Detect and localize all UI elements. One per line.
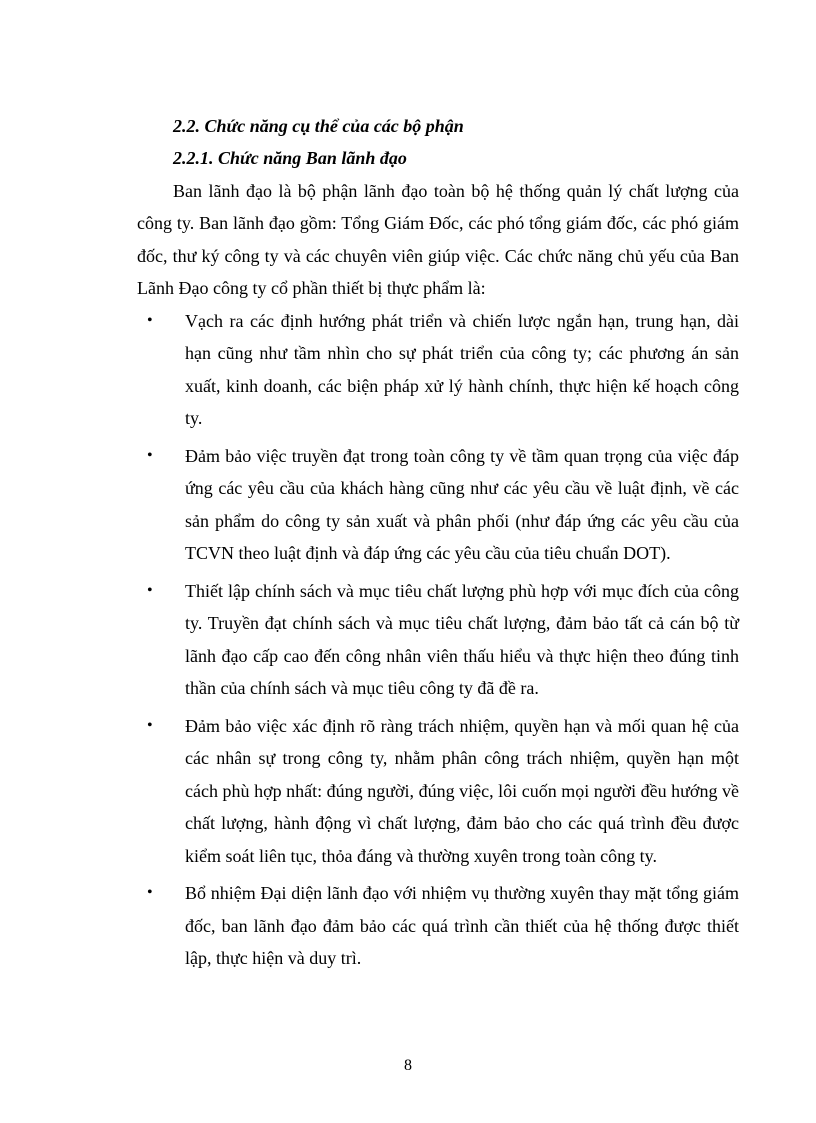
- intro-paragraph: Ban lãnh đạo là bộ phận lãnh đạo toàn bộ hệ thống quản lý chất lượng của công ty. Ban lãnh đạo gồm: Tổng Giám Đốc, các phó tổng giám đốc, các phó giám đốc, thư ký công ty và các chuyên viên giúp việc. Các chức năng chủ yếu của Ban Lãnh Đạo công ty cổ phần thiết bị thực phẩm là:: [137, 180, 739, 298]
- bullet-item: [137, 305, 739, 435]
- bullet-text: Bổ nhiệm Đại diện lãnh đạo với nhiệm vụ thường xuyên thay mặt tổng giám đốc, ban lãnh đạo đảm bảo các quá trình cần thiết của hệ thống được thiết lập, thực hiện và duy trì.: [185, 883, 739, 968]
- bullet-icon: •: [147, 446, 153, 464]
- bullet-text: Đảm bảo việc truyền đạt trong toàn công ty về tầm quan trọng của việc đáp ứng các yêu cầu của khách hàng cũng như các yêu cầu về luật định, về các sản phẩm do công ty sản xuất và phân phối (như đáp ứng các yêu cầu của TCVN theo luật định và đáp ứng các yêu cầu của tiêu chuẩn DOT).: [185, 445, 739, 563]
- bullet-text: Vạch ra các định hướng phát triển và chiến lược ngắn hạn, trung hạn, dài hạn cũng như tầm nhìn cho sự phát triển của công ty; các phương án sản xuất, kinh doanh, các biện pháp xử lý hành chính, thực hiện kế hoạch công ty.: [185, 310, 739, 428]
- bullet-item: [137, 877, 739, 975]
- page-number: 8: [404, 1057, 412, 1074]
- bullet-item: [137, 440, 739, 570]
- page-content: [137, 110, 739, 980]
- bullet-text: Thiết lập chính sách và mục tiêu chất lượng phù hợp với mục đích của công ty. Truyền đạt chính sách và mục tiêu chất lượng, đảm bảo tất cả cán bộ từ lãnh đạo cấp cao đến công nhân viên thấu hiểu và thực hiện theo đúng tinh thần của chính sách và mục tiêu công ty đã đề ra.: [185, 580, 739, 698]
- subsection-heading: 2.2.1. Chức năng Ban lãnh đạo: [173, 148, 407, 168]
- bullet-text: Đảm bảo việc xác định rõ ràng trách nhiệm, quyền hạn và mối quan hệ của các nhân sự trong công ty, nhằm phân công trách nhiệm, quyền hạn một cách phù hợp nhất: đúng người, đúng việc, lôi cuốn mọi người đều hướng về chất lượng, hành động vì chất lượng, đảm bảo cho các quá trình đều được kiểm soát liên tục, thỏa đáng và thường xuyên trong toàn công ty.: [185, 715, 739, 866]
- bullet-item: [137, 575, 739, 705]
- function-bullet-list: [137, 305, 739, 975]
- bullet-icon: •: [147, 311, 153, 329]
- bullet-item: [137, 710, 739, 873]
- bullet-icon: •: [147, 884, 153, 901]
- bullet-icon: •: [147, 716, 153, 734]
- section-heading: 2.2. Chức năng cụ thể của các bộ phận: [173, 116, 464, 136]
- bullet-icon: •: [147, 581, 153, 599]
